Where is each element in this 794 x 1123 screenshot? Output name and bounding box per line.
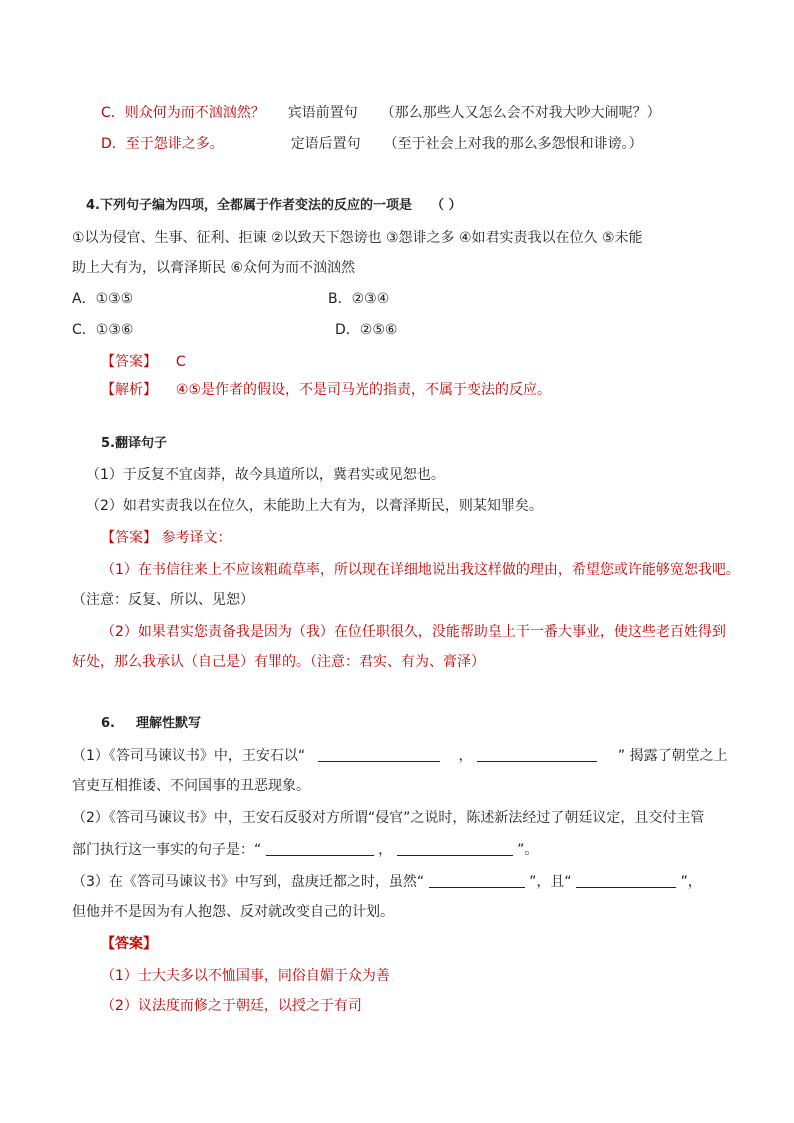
q4-option-d: D．②⑤⑥ (335, 322, 398, 338)
q6-answer-tag: 【答案】 (101, 936, 157, 952)
option-d-type: 定语后置句 (290, 136, 361, 152)
q4-option-c: C．①③⑥ (72, 322, 134, 338)
q4-option-b: B．②③④ (328, 291, 390, 307)
q6-p1-blank-2[interactable] (477, 747, 597, 762)
q4-statements-2: 助上大有为，以膏泽斯民 ⑥众何为而不汹汹然 (72, 260, 355, 276)
q6-p3-line1 (72, 872, 702, 892)
q5-sentence-1: （1）于反复不宜卤莽，故今具道所以，冀君实或见恕也。 (86, 467, 445, 483)
q4-analysis: ④⑤是作者的假设，不是司马光的指责，不属于变法的反应。 (175, 382, 552, 398)
q4-answer-tag: 【答案】 (101, 354, 157, 370)
q6-p2-prefix: 部门执行这一事实的句子是：“ (72, 842, 262, 858)
q4-answer: C (175, 354, 186, 370)
q6-p1-line2: 官吏互相推诿、不问国事的丑恶现象。 (72, 778, 310, 794)
q6-p1-blank-1[interactable] (318, 747, 440, 762)
q5-translation-2a: （2）如果君实您责备我是因为（我）在位任职很久，没能帮助皇上干一番大事业，使这些老百姓得到 (101, 624, 726, 640)
option-d-line (101, 134, 643, 154)
q5-translation-1b: （注意：反复、所以、见恕） (72, 592, 254, 608)
q5-translation-2b: 好处，那么我承认（自己是）有罪的。（注意：君实、有为、膏泽） (72, 654, 485, 670)
q6-p2-separator: ， (378, 842, 393, 858)
option-c-label: C．则众何为而不汹汹然？ (101, 105, 265, 121)
q6-p3-suffix: ”， (680, 874, 702, 890)
q6-p2-line1: （2）《答司马谏议书》中，王安石反驳对方所谓“侵官”之说时，陈述新法经过了朝廷议定，且交付主管 (72, 810, 705, 826)
q6-p3-middle: ”，且“ (529, 874, 572, 890)
q4-statements-1: ①以为侵官、生事、征利、拒谏 ②以致天下怨谤也 ③怨诽之多 ④如君实责我以在位久 ⑤未能 (72, 230, 643, 246)
option-d-translation: （至于社会上对我的那么多怨恨和诽谤。） (383, 136, 643, 152)
q4-option-a: A．①③⑤ (72, 291, 134, 307)
q4-answer-paren: （ ） (431, 198, 462, 213)
q5-title: 5.翻译句子 (101, 436, 167, 451)
q4-title-line (86, 196, 462, 216)
q6-p3-line2: 但他并不是因为有人抱怨、反对就改变自己的计划。 (72, 904, 394, 920)
q6-answer-1: （1）士大夫多以不恤国事，同俗自媚于众为善 (101, 968, 390, 984)
q4-answer-line (101, 352, 186, 372)
q4-title: 4.下列句子编为四项，全都属于作者变法的反应的一项是 (86, 198, 412, 213)
q6-title: 理解性默写 (136, 716, 202, 731)
option-c-translation: （那么那些人又怎么会不对我大吵大闹呢？） (380, 105, 661, 121)
q6-p3-blank-2[interactable] (576, 873, 676, 888)
q4-analysis-tag: 【解析】 (101, 382, 157, 398)
q6-p2-blank-1[interactable] (266, 841, 374, 856)
q5-translation-1a: （1）在书信往来上不应该粗疏草率，所以现在详细地说出我这样做的理由，希望您或许能够宽恕我吧。 (101, 562, 740, 578)
q6-p2-suffix: ”。 (517, 842, 539, 858)
q6-title-line (101, 714, 201, 734)
q5-sentence-2: （2）如君实责我以在位久，未能助上大有为，以膏泽斯民，则某知罪矣。 (86, 498, 543, 514)
option-c-line (101, 103, 661, 123)
q5-answer-tag: 【答案】 (101, 530, 157, 546)
q6-p2-blank-2[interactable] (397, 841, 513, 856)
q6-answer-2: （2）议法度而修之于朝廷，以授之于有司 (101, 998, 362, 1014)
q4-analysis-line (101, 380, 551, 400)
q6-p1-prefix: （1）《答司马谏议书》中，王安石以“ (72, 748, 306, 764)
q6-p3-blank-1[interactable] (429, 873, 525, 888)
q5-answer-label: 参考译文： (161, 530, 232, 546)
q6-p3-prefix: （3）在《答司马谏议书》中写到，盘庚迁都之时，虽然“ (72, 874, 425, 890)
q6-p1-suffix: ” 揭露了朝堂之上 (617, 748, 728, 764)
option-c-type: 宾语前置句 (287, 105, 358, 121)
option-d-label: D．至于怨诽之多。 (101, 136, 224, 152)
q6-p1-line1 (72, 746, 728, 766)
q5-answer-line (101, 528, 231, 548)
q6-p1-separator: ， (458, 748, 473, 764)
q6-p2-line2 (72, 840, 538, 860)
q6-number: 6. (101, 716, 115, 731)
